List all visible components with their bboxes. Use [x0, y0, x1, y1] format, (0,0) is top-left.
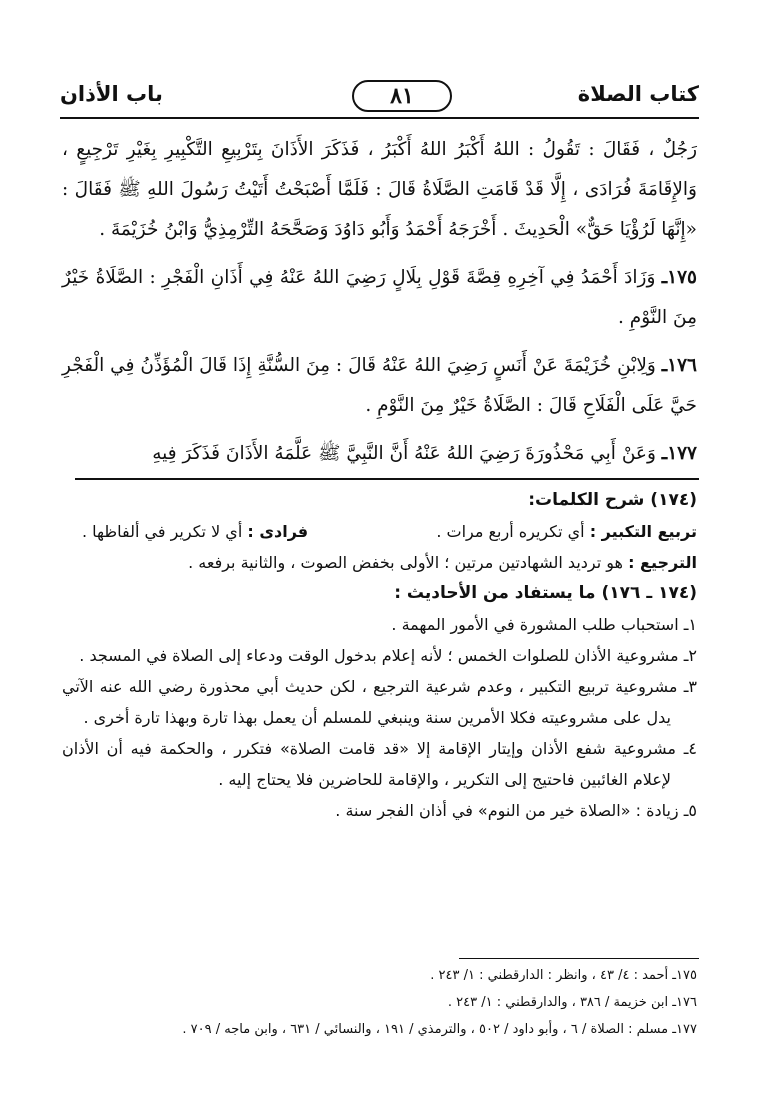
benefits-heading: (١٧٤ ـ ١٧٦) ما يستفاد من الأحاديث :: [394, 583, 697, 603]
footnotes: [62, 962, 697, 1043]
footnote: ١٧٦ـ ابن خزيمة / ٣٨٦ ، والدارقطني : ١/ ٢٤٣ .: [447, 995, 697, 1010]
text-line: «إِنَّهَا لَرُؤْيَا حَقٌّ» الْحَدِيثَ . أَخْرَجَهُ أَحْمَدُ وَأَبُو دَاوُدَ وَصَحَّحَهُ التِّرْمِذِيُّ وَابْنُ خُزَيْمَةَ .: [99, 219, 697, 240]
footnote: ١٧٥ـ أحمد : ٤/ ٤٣ ، وانظر : الدارقطني : ١/ ٢٤٣ .: [430, 968, 697, 983]
hadith-175: [62, 258, 697, 338]
benefit-item: ٤ـ مشروعية شفع الأذان وإيتار الإقامة إلا «قد قامت الصلاة» فتكرر ، والحكمة فيه أن الأذان لإعلام الغائبين فاحتيج إلى التكرير ، والإقامة للحاضرين فلا يحتاج إليه .: [62, 739, 697, 789]
definition-text: هو ترديد الشهادتين مرتين ؛ الأولى بخفض الصوت ، والثانية برفعه .: [188, 553, 623, 572]
definition-text: أي لا تكرير في ألفاظها .: [82, 522, 243, 541]
hadith-body: وَعَنْ أَبِي مَحْذُورَةَ رَضِيَ اللهُ عَنْهُ أَنَّ النَّبِيَّ ﷺ عَلَّمَهُ الأَذَانَ فَذَكَرَ فِيهِ: [152, 443, 656, 464]
hadith-text: [62, 130, 697, 474]
hadith-number: ١٧٦ـ: [661, 355, 697, 376]
hadith-number: ١٧٧ـ: [661, 443, 697, 464]
footnote-divider: [459, 958, 699, 959]
definition-text: أي تكريره أربع مرات .: [436, 522, 585, 541]
commentary: [62, 485, 697, 826]
text-line: وَالإِقَامَةَ فُرَادَى ، إِلَّا قَدْ قَامَتِ الصَّلَاةُ قَالَ : فَلَمَّا أَصْبَحْتُ أَتَيْتُ رَسُولَ اللهِ ﷺ فَقَالَ :: [62, 179, 697, 200]
benefit-item: ٣ـ مشروعية تربيع التكبير ، وعدم شرعية الترجيع ، لكن حديث أبي محذورة رضي الله عنه الآتي يدل على مشروعيته فكلا الأمرين سنة وينبغي للمسلم أن يعمل بهذا تارة وبهذا تارة أخرى .: [62, 677, 697, 727]
header-divider: [60, 117, 699, 119]
hadith-number: ١٧٥ـ: [661, 267, 697, 288]
hadith-174-continuation: [62, 130, 697, 250]
definition-term: تربيع التكبير :: [589, 522, 697, 541]
definition-row: [62, 516, 697, 547]
text-line: رَجُلٌ ، فَقَالَ : تَقُولُ : اللهُ أَكْبَرُ اللهُ أَكْبَرُ ، فَذَكَرَ الأَذَانَ بِتَرْبِيعِ التَّكْبِيرِ بِغَيْرِ تَرْجِيعٍ ،: [62, 139, 697, 160]
hadith-body: وَزَادَ أَحْمَدُ فِي آخِرِهِ قِصَّةَ قَوْلِ بِلَالٍ رَضِيَ اللهُ عَنْهُ فِي أَذَانِ الْفَجْرِ : الصَّلَاةُ خَيْرٌ مِنَ النَّوْمِ .: [62, 267, 697, 328]
definition-term: الترجيع :: [628, 553, 697, 572]
chapter-title: كتاب الصلاة: [577, 82, 699, 106]
benefit-item: ٥ـ زيادة : «الصلاة خير من النوم» في أذان الفجر سنة .: [335, 801, 697, 820]
footnote: ١٧٧ـ مسلم : الصلاة / ٦ ، وأبو داود / ٥٠٢ ، والترمذي / ١٩١ ، والنسائي / ٦٣١ ، وابن ماجه / ٧٠٩ .: [182, 1022, 697, 1037]
definition-tarji: [62, 547, 697, 578]
section-title: باب الأذان: [60, 82, 163, 106]
hadith-177: [62, 434, 697, 474]
page-header: [60, 80, 699, 120]
definition-furada: [82, 516, 308, 547]
benefit-item: ١ـ استحباب طلب المشورة في الأمور المهمة .: [391, 615, 697, 634]
vocab-heading: (١٧٤) شرح الكلمات:: [528, 490, 697, 510]
commentary-divider: [75, 478, 699, 480]
page-number: ٨١: [352, 80, 452, 112]
hadith-176: [62, 346, 697, 426]
hadith-body: وَلِابْنِ خُزَيْمَةَ عَنْ أَنَسٍ رَضِيَ اللهُ عَنْهُ قَالَ : مِنَ السُّنَّةِ إِذَا قَالَ الْمُؤَذِّنُ فِي الْفَجْرِ حَيَّ عَلَى الْفَلَاحِ قَالَ : الصَّلَاةُ خَيْرٌ مِنَ النَّوْمِ .: [62, 355, 697, 416]
benefit-item: ٢ـ مشروعية الأذان للصلوات الخمس ؛ لأنه إعلام بدخول الوقت ودعاء إلى الصلاة في المسجد .: [79, 646, 697, 665]
definition-tarbi: [436, 516, 697, 547]
definition-term: فرادى :: [247, 522, 309, 541]
